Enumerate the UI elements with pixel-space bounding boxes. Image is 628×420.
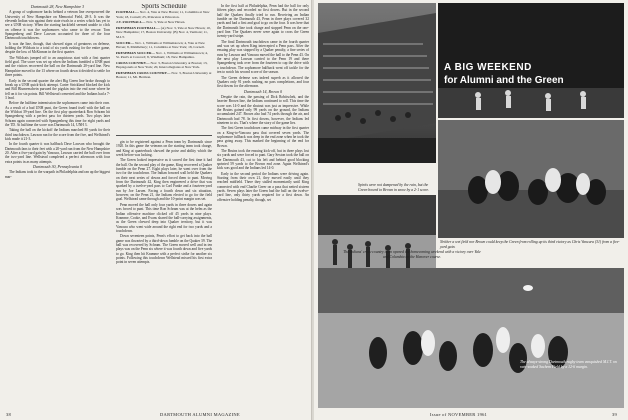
- paragraph: The Bruins took the ensuing kick-off, but in three plays lost six yards and were forced to punt. Gary Sexton took the ball on the Dartmouth 43, cut to his left and behind good blocking sprinted 59 yards to the Brown end zone. Again Wellstead's kick was good and the Indians led 14-0.: [217, 149, 309, 171]
- paragraph: Before the halftime intermission the sophomores came into their own. As a result of a bad UNH punt, the Green found itself with the ball on the Wildcat 39-yard line. On the first play quarterback Ron Schram hit Spangenberg with a perfect pass for thirteen yards. Two plays later Schram again connected with Spangenberg this time for eight yards and the TD. At halftime the score was Dartmouth 14, UNH 3.: [5, 101, 110, 127]
- schedule-entry: FRESHMAN FOOTBALL— (A) Nov. 3, Yale at New Haven; 10, New Hampshire; 17, Boston University. (B) Nov. 4, Vermont; 11, M.I.T.: [116, 26, 211, 39]
- paragraph: The Wildcats jumped off to an auspicious start with a first quarter field goal. The score was set up when the Indians fumbled a UNH punt and the visitors recovered the ball on the Dartmouth 20-yard line. New Hampshire moved to the 13 where on fourth down it decided to settle for three points.: [5, 55, 110, 78]
- schedule-entry: FRESHMAN CROSS COUNTRY— Nov. 3, Boston University at Boston; 11, Mt. Hermon.: [116, 70, 212, 80]
- caption-rugby: The always-strong Dartmouth rugby team vanquished M.I.T. on rain-soaked Sachem Field by a 12-6 margin.: [520, 360, 617, 369]
- sports-schedule-box: [116, 4, 212, 136]
- game-subhead-brown: Dartmouth 14, Brown 0: [243, 88, 283, 94]
- game-subhead-unh: Dartmouth 28, New Hampshire 3: [30, 4, 85, 9]
- schedule-entry: CROSS COUNTRY— Nov. 3, Boston University at Boston; 13, Heptagonals at New York; 20, Intercollegiates at New York.: [116, 60, 208, 70]
- caption-wet-field: Neither a wet field nor Brown could keep the Green from rolling up its third victory as Chris Vancura (31) from a five-yard gain.: [440, 240, 620, 249]
- photo-stadium-rain: [318, 3, 436, 163]
- schedule-entry: FOOTBALL— Nov. 4, Yale at New Haven; 11, Columbia at New York; 18, Cornell; 25, Princeton at Princeton.: [116, 10, 210, 19]
- paragraph: The Indians took to the warpath in Philadelphia and ran up the biggest mar-: [5, 170, 110, 179]
- paragraph: The Green looked impressive as it scored the first time it had the ball. On the second play of the game, King recovered a Quaker fumble on the Penn 27. Eight plays later, he went over from the two for the touchdown. The Indian forward wall held the Quakers on their next series of downs and forced them to punt. Moving from the Dartmouth 42, King then engineered a drive that was sparked by a twelve-yard pass to Carl Funke and a fourteen-yard run by Joe Larsen. Facing a fourth down and six situation, however, on the Penn 21, the Indians elected to go for the field goal. Wellstead came through and the 10-point margin was set.: [116, 158, 212, 202]
- paragraph: In the first half at Philadelphia, Penn had the ball for only fifteen plays and recorded no first downs. But in the second half the Quakers finally tried to run. Receiving an Indian fumble on the Dartmouth 43, Penn in three plays covered 32 yards and had a first and goal to go on the four. It was here that the Dartmouth line took charge and stopped Penn on the one-yard line. The Quakers never were again to cross the Green twenty-yard stripe.: [217, 4, 309, 39]
- paragraph: Despite the rain, the passing of Dick Robitschek, and the heavier Brown line, the Indians continued to roll. This time the score was 14-0 and the shutout was just as impressive. While the Bruins gained only 99 yards on the ground, the Indians accumulated 247. Brown also had 74 yards through the air, and Dartmouth had 78. In first downs, however, the Indians led nineteen to six. That's where the story of the game lies.: [217, 94, 309, 125]
- schedule-title: Sports Schedule: [141, 4, 187, 10]
- paragraph: Penn moved the ball only four yards in three downs and again was forced to punt. This time Ron Schram was at the helm as the Indian offensive machine clicked off 45 yards in nine plays. Kramme, Cooke, and Evans shared the ball-carrying assignments, as the Green chewed deep into Quaker territory, but it was Vancura who went wide around the right end for two yards and a touchdown.: [116, 202, 212, 233]
- photo-football-game-sky: [438, 3, 624, 118]
- caption-cross-country: The Indians' cross-country team opened the homecoming weekend with a victory over Yale and Columbia on the Hanover course.: [343, 250, 481, 259]
- rugby-graphic: [318, 268, 624, 408]
- column1-paragraphs: [5, 10, 110, 164]
- paragraph: The final Dartmouth touchdown came in the fourth quarter and was set up when King intercepted a Penn pass. After the ensuing play was stopped by a Quaker penalty, a fine series of runs by Lawson and Vancura moved the ball to the Penn 43. On the next play Lawson carried to the Penn 19 and there Spangenberg took over from the fourteen to cap the drive with a touchdown. The sophomore halfback went off tackle for the ten to notch his second score of the season.: [217, 39, 309, 75]
- article-column-3: [217, 4, 309, 404]
- headline-title: A BIG WEEKEND: [444, 62, 532, 73]
- schedule-entry: SOCCER— Nov. 1, Williams at Williamstown; 4, Yale at New Haven; 8, Middlebury; 11, Columbia at New York; 18, Cornell.: [116, 40, 205, 49]
- issue-date-footer: Issue of NOVEMBER 1961: [430, 412, 488, 417]
- paragraph: Taking the ball on the kickoff the Indians marched 80 yards for their third touchdown. Lawson ran for the score from the five, and Wellstead's kick made it 21-3.: [5, 128, 110, 141]
- headline-subtitle: for Alumni and the Green: [444, 75, 564, 86]
- page-number-right: 39: [612, 412, 618, 417]
- paragraph: Early in the second quarter the alert Big Green line broke through to break up a UNH quick-kick attempt. Carter Strickland blocked the kick and Bill Blumenschein pursued the pigskin into the end zone where he fell on it for six points. Bill Wellstead converted and the Indians had a 7-3 lead.: [5, 78, 110, 100]
- photo-rugby-match: [318, 268, 624, 408]
- game-subhead-penn: Dartmouth 30, Pennsylvania 0: [32, 164, 83, 170]
- paragraph: Early in the second period the Indians were driving again. Starting from their own 21, they moved easily until they reached midfield. There they stalled momentarily until King connected with end Charlie Greer on a pass that netted sixteen yards. Seven plays later the Green had the ball on the twelve-yard line, only thirty yards required for a first down. An offensive holding penalty, though, set: [217, 171, 309, 202]
- football-sky-graphic: [438, 3, 624, 118]
- feature-headline: [444, 62, 614, 86]
- stadium-photo-graphic: [318, 3, 436, 163]
- paragraph: A group of sophomore backs behind a veteran line overpowered the University of New Hampshire on Memorial Field, 28-3. It was the eleventh Indian win against their state rivals in a series which has yet to see a UNH victory. When the starting backfield seemed unable to click on offense it was the sophomores who came to the rescue. Tom Spangenberg and Dave Lawson accounted for three of the four Dartmouth touchdowns.: [5, 10, 110, 41]
- scrimmage-graphic: [438, 120, 624, 238]
- schedule-entry: J.V. FOOTBALL— Nov. 3, Yale at New Haven.: [116, 20, 186, 25]
- paragraph: In the fourth quarter it was halfback Dave Lawson who brought the Dartmouth fans to their feet with a 20-yard run from the New Hampshire 20. After a five-yard gain by Vancura, Lawson carried the ball over from the two-yard line. Wellstead completed a perfect afternoon with four extra points in as many attempts.: [5, 142, 110, 164]
- paragraph: gin to be registered against a Penn team by Dartmouth since 1920. In this game the veterans on the starting team took charge, and King at quarterback showed the poise and ability which the week before was lacking.: [116, 140, 212, 158]
- photo-football-scrimmage: [438, 120, 624, 238]
- page-number-left: 38: [6, 412, 12, 417]
- paragraph: It was the line, though, that showed signs of greatness on defense, holding the Wildcats to a total of six yards rushing for the entire game, despite the loss of McKinnon in the first quarter.: [5, 41, 110, 55]
- article-column-1: [5, 4, 110, 404]
- schedule-entry: FRESHMAN SOCCER— Nov. 1, Williams at Williamstown; 4, St. Paul's at Concord; 8, Windham; 18, New Hampshire.: [116, 50, 208, 59]
- article-column-2: [116, 140, 212, 405]
- paragraph: Down seventeen points, Penn's effort to get back into the ball game was thwarted by a third-down fumble on the Quaker 39. The ball was recovered by Schram. The Green moved well and in ten plays was on the Penn six where it was fourth down and five yards to go. King then hit Kramme with a perfect strike for another six points. Following this touchdown Wellstead missed his first extra point in seven attempts.: [116, 234, 212, 265]
- paragraph: The Green defense was indeed superb as it allowed the Quakers only 91 yards rushing, no pass completions, and four first downs for the afternoon.: [217, 75, 309, 89]
- caption-rain-spirits: Spirits were not dampened by the rain, but the Green bowed to Brown in snow by a 2-1 score.: [358, 183, 430, 192]
- paragraph: The first Green touchdown came midway in the first quarter on a King-to-Vancura pass that covered seven yards. The sophomore fullback was deep in the end zone when he took the pass going away. This marked the beginning of the end for Brown.: [217, 126, 309, 148]
- left-page: [0, 0, 312, 420]
- magazine-name-footer: DARTMOUTH ALUMNI MAGAZINE: [160, 412, 240, 417]
